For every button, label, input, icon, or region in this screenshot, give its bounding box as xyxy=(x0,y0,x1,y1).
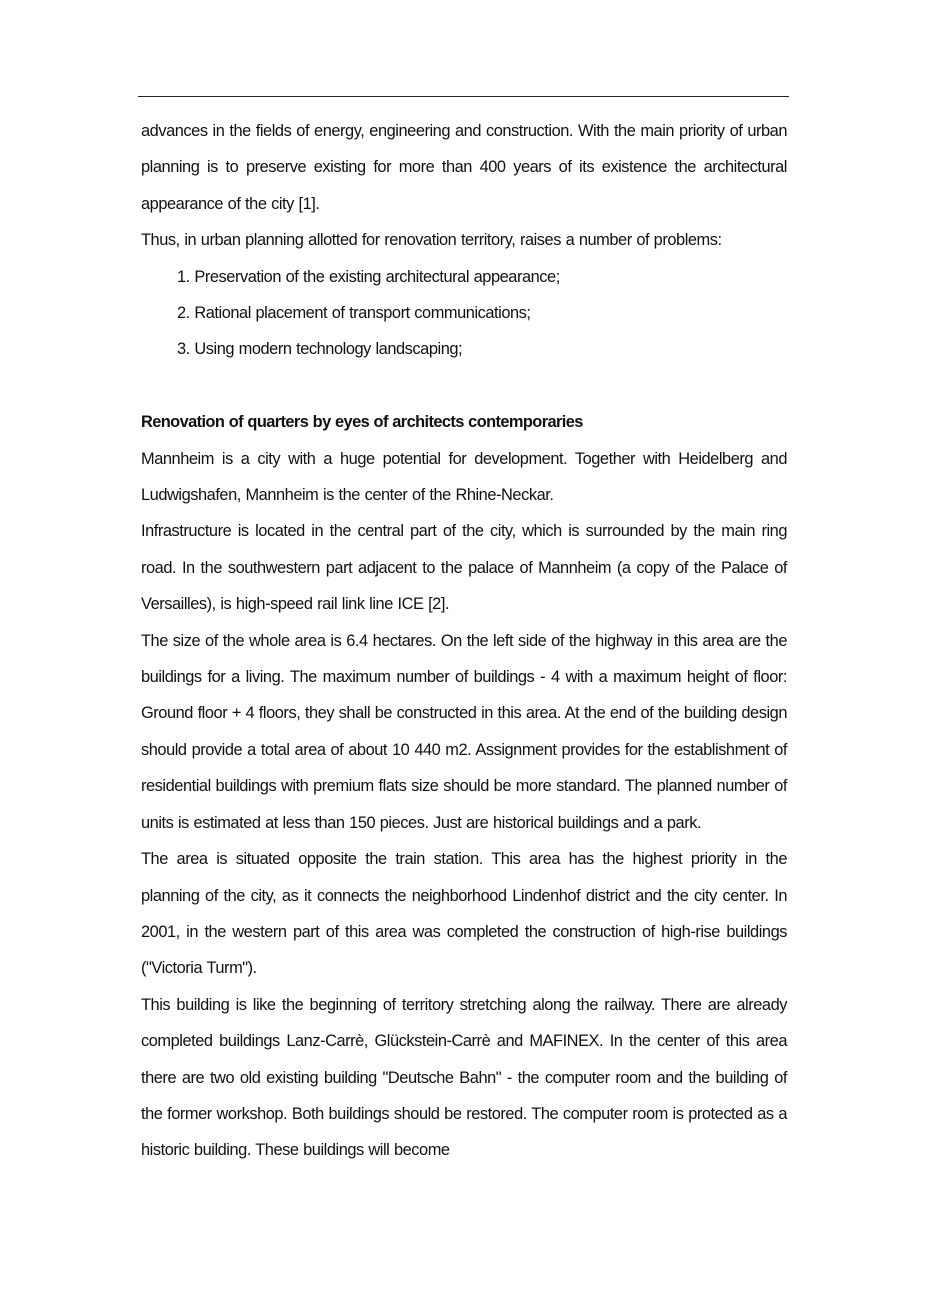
blank-line xyxy=(141,368,787,404)
list-item: 1. Preservation of the existing architectural appearance; xyxy=(177,267,560,286)
section-heading: Renovation of quarters by eyes of architects contemporaries xyxy=(141,413,583,432)
paragraph: Infrastructure is located in the central part of the city, which is surrounded by the main ring road. In the southwestern part adjacent to the palace of Mannheim (a copy of the Palace of Versailles), is high-speed rail link line ICE [2]. xyxy=(141,522,787,614)
intro-paragraph: advances in the fields of energy, engineering and construction. With the main priority of urban planning is to preserve existing for more than 400 years of its existence the architectural appearance of the city [1]. xyxy=(141,122,787,213)
paragraph: The size of the whole area is 6.4 hectares. On the left side of the highway in this area are the buildings for a living. The maximum number of buildings - 4 with a maximum height of floor: Ground floor + 4 floors, they shall be constructed in this area. At the end of the building design should provide a total area of about 10 440 m2. Assignment provides for the establishment of residential buildings with premium flats size should be more standard. The planned number of units is estimated at less than 150 pieces. Just are historical buildings and a park. xyxy=(141,631,787,832)
header-rule xyxy=(138,96,789,97)
problems-list xyxy=(141,259,787,368)
list-item: 3. Using modern technology landscaping; xyxy=(177,340,463,359)
paragraph: The area is situated opposite the train station. This area has the highest priority in the planning of the city, as it connects the neighborhood Lindenhof district and the city center. In 2001, in the western part of this area was completed the construction of high-rise buildings ("Victoria Turm"). xyxy=(141,850,787,978)
paragraph: Mannheim is a city with a huge potential for development. Together with Heidelberg and Ludwigshafen, Mannheim is the center of the Rhine-Neckar. xyxy=(141,449,787,505)
document-body xyxy=(141,113,787,1169)
problems-intro: Thus, in urban planning allotted for renovation territory, raises a number of problems: xyxy=(141,231,722,250)
paragraph: This building is like the beginning of territory stretching along the railway. There are already completed buildings Lanz-Carrè, Glückstein-Carrè and MAFINEX. In the center of this area there are two old existing building "Deutsche Bahn" - the computer room and the building of the former workshop. Both buildings should be restored. The computer room is protected as a historic building. These buildings will become xyxy=(141,995,787,1160)
list-item: 2. Rational placement of transport communications; xyxy=(177,304,531,323)
